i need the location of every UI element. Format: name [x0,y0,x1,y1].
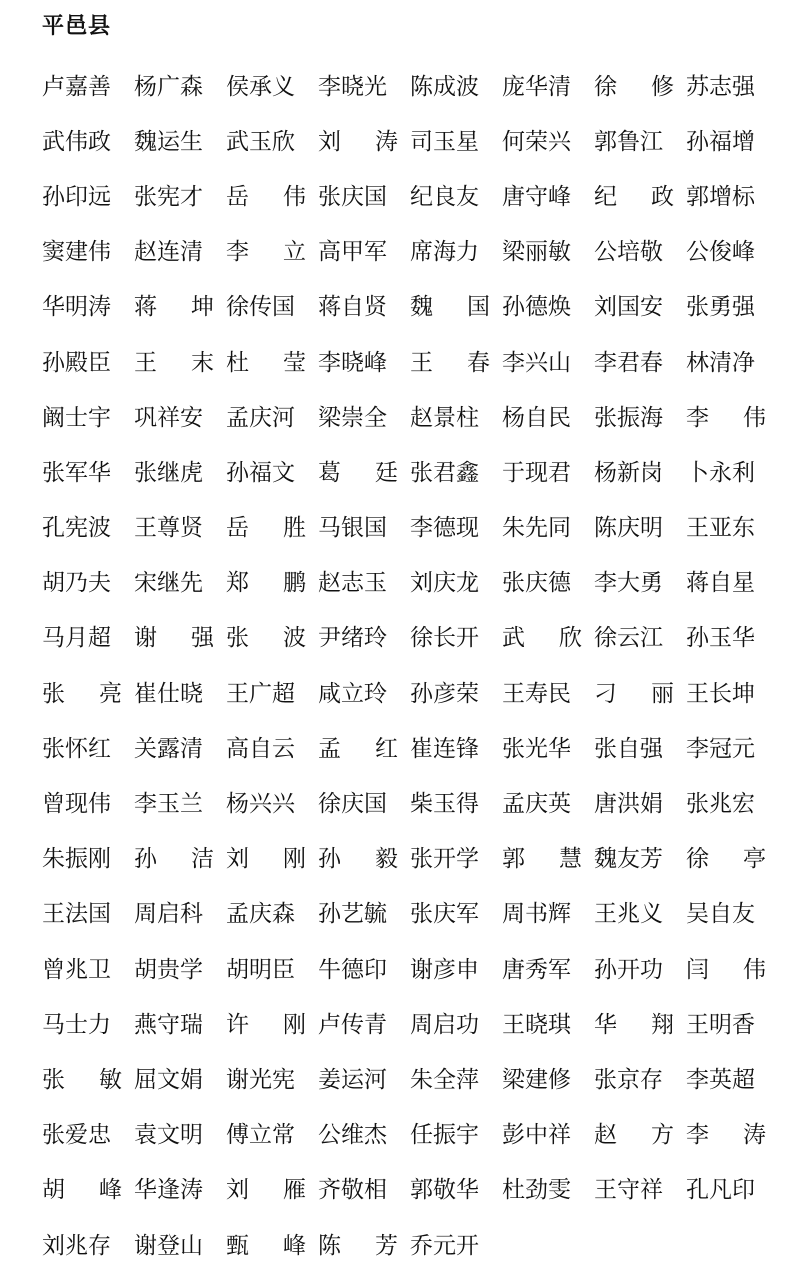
person-name: 刘国安 [594,294,663,321]
person-name: 席海力 [410,239,479,266]
person-name: 牛德印 [318,956,387,983]
person-name: 杨自民 [502,404,571,431]
person-name: 孙 洁 [134,846,214,873]
person-name: 梁建修 [502,1066,571,1093]
person-name: 梁丽敏 [502,239,571,266]
person-name: 郑 鹏 [226,570,306,597]
person-name: 孟 红 [318,735,398,762]
person-name: 卢嘉善 [42,73,111,100]
person-name: 郭增标 [686,183,755,210]
person-name: 胡乃夫 [42,570,111,597]
person-name: 曾现伟 [42,791,111,818]
person-name: 姜运河 [318,1066,387,1093]
person-name: 孔凡印 [686,1177,755,1204]
person-name: 朱先同 [502,515,571,542]
person-name: 高甲军 [318,239,387,266]
person-name: 崔仕晓 [134,680,203,707]
person-name: 吴自友 [686,901,755,928]
person-name: 柴玉得 [410,791,479,818]
person-name: 赵志玉 [318,570,387,597]
person-name: 张振海 [594,404,663,431]
person-name: 高自云 [226,735,295,762]
person-name: 唐洪娟 [594,791,663,818]
person-name: 陈成波 [410,73,479,100]
person-name: 华明涛 [42,294,111,321]
person-name: 赵景柱 [410,404,479,431]
person-name: 孙 毅 [318,846,398,873]
person-name: 蒋自星 [686,570,755,597]
person-name: 张 波 [226,625,306,652]
person-name: 王兆义 [594,901,663,928]
person-name: 张兆宏 [686,791,755,818]
person-name: 李 立 [226,239,306,266]
person-name: 傅立常 [226,1122,295,1149]
person-name: 李英超 [686,1066,755,1093]
person-name: 曾兆卫 [42,956,111,983]
person-name: 卜永利 [686,459,755,486]
person-name: 刘 涛 [318,128,398,155]
person-name: 孙福增 [686,128,755,155]
person-name: 崔连锋 [410,735,479,762]
person-name: 关露清 [134,735,203,762]
person-name: 张自强 [594,735,663,762]
person-name: 屈文娟 [134,1066,203,1093]
person-name: 张 亮 [42,680,122,707]
person-name: 蒋自贤 [318,294,387,321]
person-name: 李德现 [410,515,479,542]
person-name: 王尊贤 [134,515,203,542]
person-name: 彭中祥 [502,1122,571,1149]
person-name: 胡 峰 [42,1177,122,1204]
person-name: 何荣兴 [502,128,571,155]
person-name: 周启科 [134,901,203,928]
person-name: 纪良友 [410,183,479,210]
person-name: 张庆国 [318,183,387,210]
person-name: 窦建伟 [42,239,111,266]
person-name: 阚士宇 [42,404,111,431]
person-name: 公俊峰 [686,239,755,266]
person-name: 公培敬 [594,239,663,266]
person-name: 李君春 [594,349,663,376]
person-name: 岳 伟 [226,183,306,210]
person-name: 马银国 [318,515,387,542]
person-name: 魏友芳 [594,846,663,873]
person-name: 张光华 [502,735,571,762]
person-name: 孟庆森 [226,901,295,928]
person-name: 宋继先 [134,570,203,597]
person-name: 李玉兰 [134,791,203,818]
person-name: 王广超 [226,680,295,707]
person-name: 许 刚 [226,1011,306,1038]
person-name: 孙开功 [594,956,663,983]
person-name: 朱振刚 [42,846,111,873]
person-name: 谢彦申 [410,956,479,983]
person-name: 郭 慧 [502,846,582,873]
name-list [42,59,782,1273]
person-name: 巩祥安 [134,404,203,431]
person-name: 公维杰 [318,1122,387,1149]
person-name: 张庆德 [502,570,571,597]
person-name: 燕守瑞 [134,1011,203,1038]
person-name: 甄 峰 [226,1232,306,1259]
person-name: 王 末 [134,349,214,376]
person-name: 谢登山 [134,1232,203,1259]
person-name: 杨广森 [134,73,203,100]
person-name: 张爱忠 [42,1122,111,1149]
person-name: 王法国 [42,901,111,928]
person-name: 司玉星 [410,128,479,155]
person-name: 王明香 [686,1011,755,1038]
person-name: 朱全萍 [410,1066,479,1093]
person-name: 张京存 [594,1066,663,1093]
person-name: 乔元开 [410,1232,479,1259]
person-name: 袁文明 [134,1122,203,1149]
person-name: 唐守峰 [502,183,571,210]
person-name: 徐云江 [594,625,663,652]
person-name: 陈庆明 [594,515,663,542]
person-name: 闫 伟 [686,956,766,983]
person-name: 马士力 [42,1011,111,1038]
person-name: 徐 修 [594,73,674,100]
person-name: 徐传国 [226,294,295,321]
person-name: 武 欣 [502,625,582,652]
person-name: 岳 胜 [226,515,306,542]
person-name: 胡贵学 [134,956,203,983]
person-name: 李冠元 [686,735,755,762]
person-name: 王长坤 [686,680,755,707]
person-name: 张庆军 [410,901,479,928]
person-name: 苏志强 [686,73,755,100]
person-name: 孙殿臣 [42,349,111,376]
person-name: 孟庆英 [502,791,571,818]
person-name: 张宪才 [134,183,203,210]
person-name: 王亚东 [686,515,755,542]
person-name: 杨新岗 [594,459,663,486]
person-name: 王晓琪 [502,1011,571,1038]
person-name: 葛 廷 [318,459,398,486]
person-name: 李大勇 [594,570,663,597]
person-name: 刘庆龙 [410,570,479,597]
person-name: 马月超 [42,625,111,652]
person-name: 刘兆存 [42,1232,111,1259]
person-name: 陈 芳 [318,1232,398,1259]
person-name: 赵 方 [594,1122,674,1149]
person-name: 武伟政 [42,128,111,155]
person-name: 徐庆国 [318,791,387,818]
person-name: 张怀红 [42,735,111,762]
person-name: 谢 强 [134,625,214,652]
person-name: 尹绪玲 [318,625,387,652]
person-name: 华 翔 [594,1011,674,1038]
person-name: 孙艺毓 [318,901,387,928]
person-name: 谢光宪 [226,1066,295,1093]
person-name: 张 敏 [42,1066,122,1093]
person-name: 孙彦荣 [410,680,479,707]
person-name: 林清净 [686,349,755,376]
person-name: 咸立玲 [318,680,387,707]
person-name: 蒋 坤 [134,294,214,321]
person-name: 于现君 [502,459,571,486]
person-name: 庞华清 [502,73,571,100]
person-name: 孙玉华 [686,625,755,652]
person-name: 王守祥 [594,1177,663,1204]
person-name: 王寿民 [502,680,571,707]
document-body [42,8,782,1273]
person-name: 魏 国 [410,294,490,321]
person-name: 赵连清 [134,239,203,266]
person-name: 孙德焕 [502,294,571,321]
person-name: 孙福文 [226,459,295,486]
person-name: 刘 雁 [226,1177,306,1204]
person-name: 刘 刚 [226,846,306,873]
person-name: 杨兴兴 [226,791,295,818]
person-name: 郭鲁江 [594,128,663,155]
person-name: 孔宪波 [42,515,111,542]
person-name: 卢传青 [318,1011,387,1038]
person-name: 纪 政 [594,183,674,210]
person-name: 李晓峰 [318,349,387,376]
document-title: 平邑县 [42,14,112,39]
person-name: 周书辉 [502,901,571,928]
person-name: 刁 丽 [594,680,674,707]
person-name: 王 春 [410,349,490,376]
person-name: 张开学 [410,846,479,873]
person-name: 武玉欣 [226,128,295,155]
person-name: 孙印远 [42,183,111,210]
person-name: 周启功 [410,1011,479,1038]
person-name: 华逢涛 [134,1177,203,1204]
person-name: 郭敬华 [410,1177,479,1204]
person-name: 李 伟 [686,404,766,431]
person-name: 侯承义 [226,73,295,100]
person-name: 李 涛 [686,1122,766,1149]
person-name: 任振宇 [410,1122,479,1149]
person-name: 李晓光 [318,73,387,100]
person-name: 徐长开 [410,625,479,652]
person-name: 魏运生 [134,128,203,155]
person-name: 徐 亭 [686,846,766,873]
person-name: 齐敬相 [318,1177,387,1204]
person-name: 孟庆河 [226,404,295,431]
person-name: 张勇强 [686,294,755,321]
person-name: 李兴山 [502,349,571,376]
person-name: 唐秀军 [502,956,571,983]
person-name: 张君鑫 [410,459,479,486]
person-name: 梁崇全 [318,404,387,431]
person-name: 胡明臣 [226,956,295,983]
person-name: 杜劲雯 [502,1177,571,1204]
person-name: 张继虎 [134,459,203,486]
person-name: 杜 莹 [226,349,306,376]
person-name: 张军华 [42,459,111,486]
